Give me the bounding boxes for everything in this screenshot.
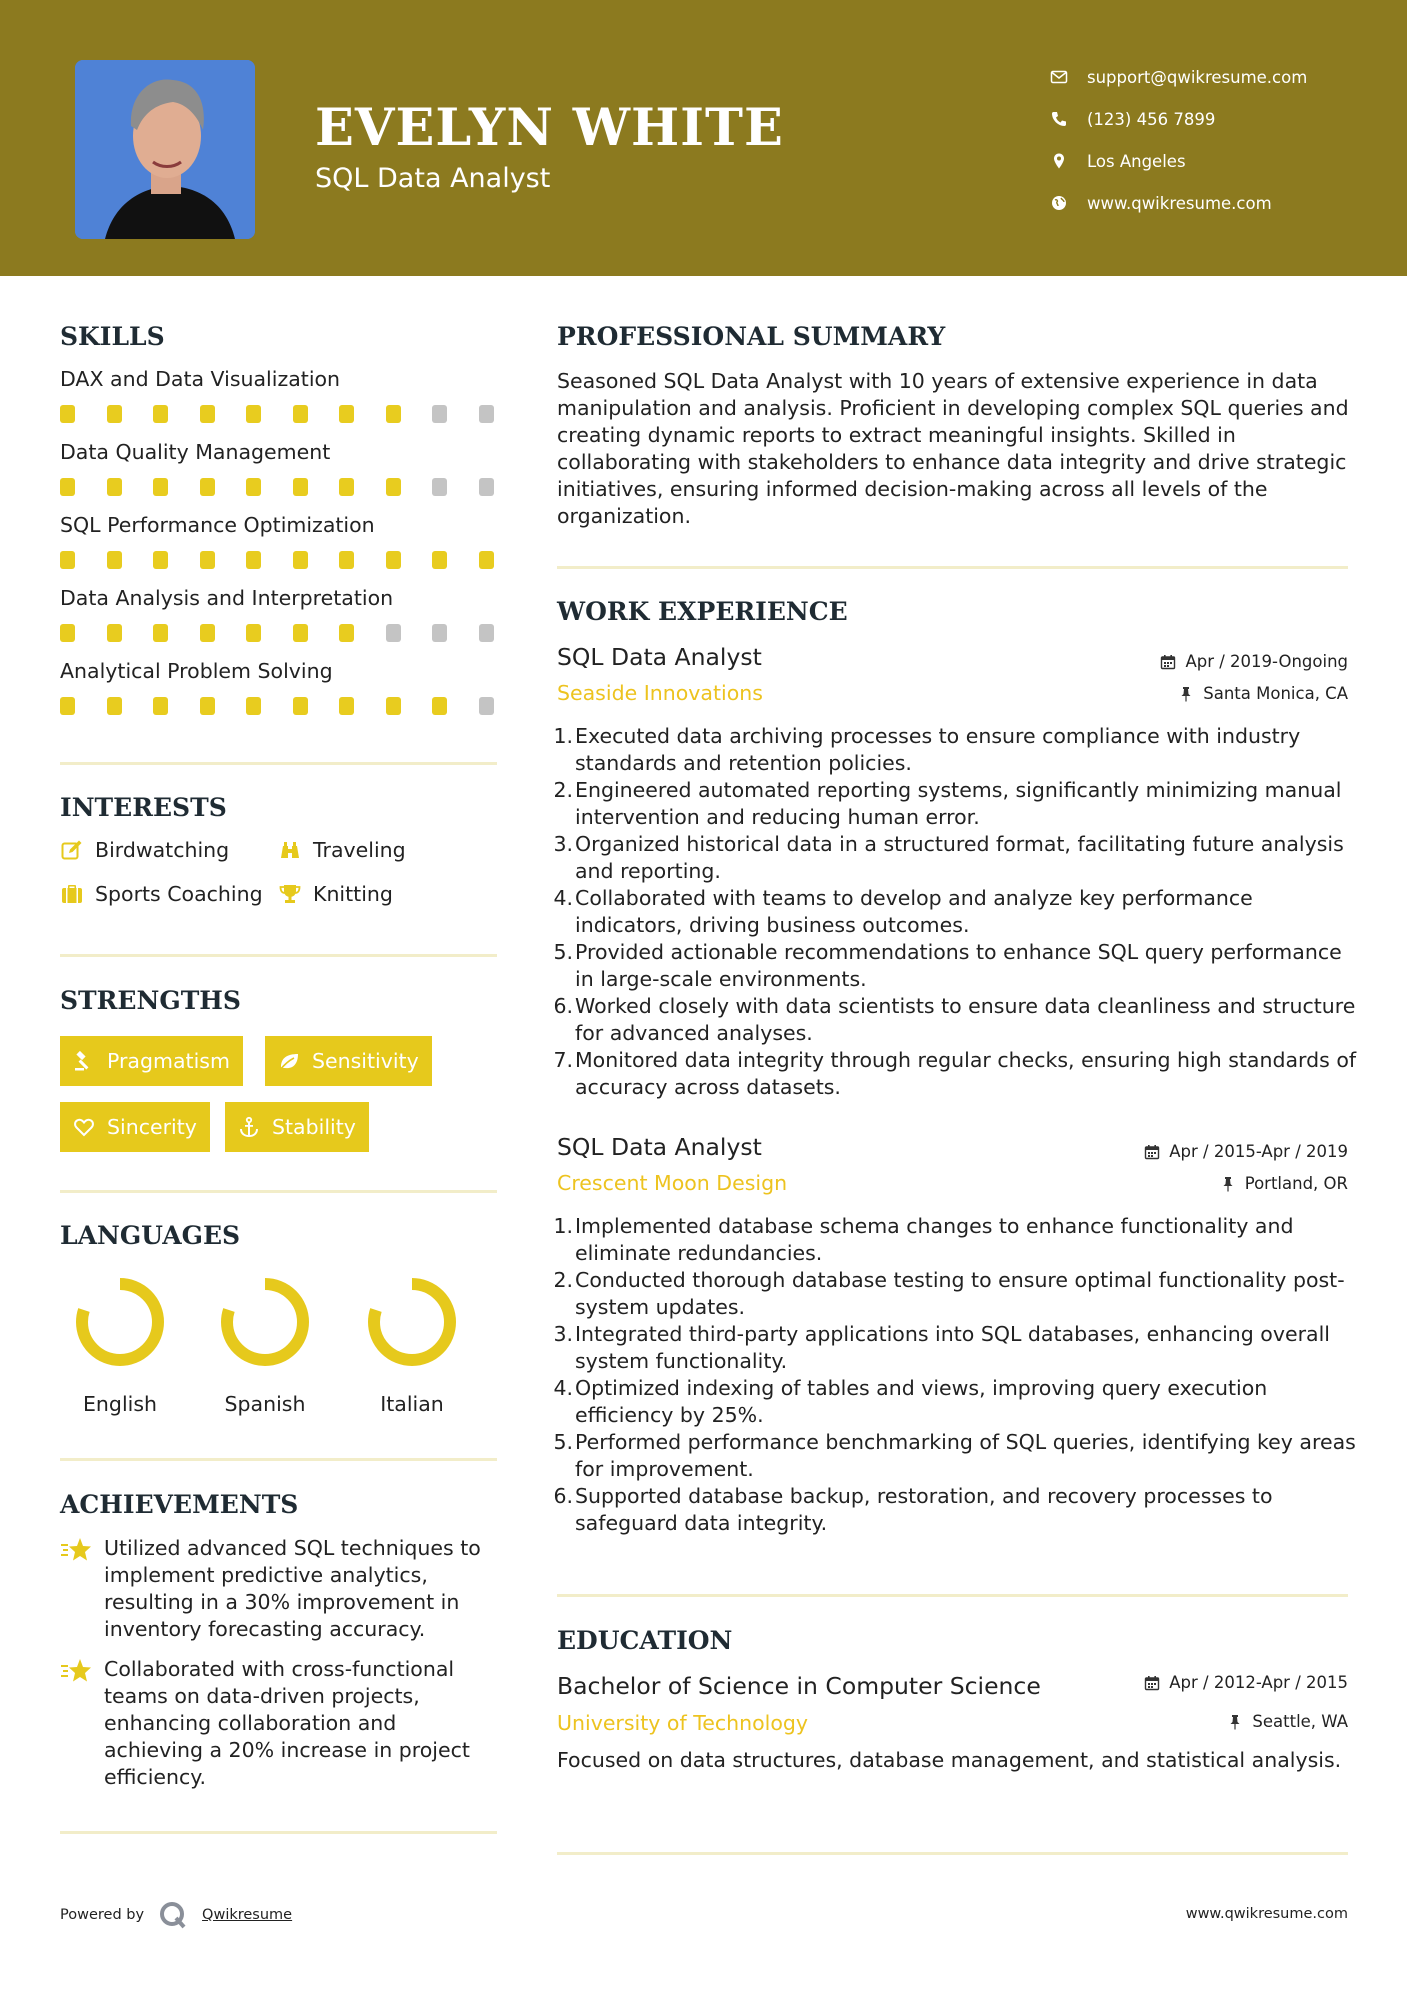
skill-dot-filled	[153, 697, 168, 715]
leaf-icon	[278, 1050, 300, 1072]
skill-dot-filled	[153, 551, 168, 569]
achievement-text: Utilized advanced SQL techniques to implement predictive analytics, resulting in a 30% improvement in inventory forecasting accuracy.	[104, 1536, 481, 1641]
education-location	[1227, 1712, 1348, 1731]
skill-dot-filled	[339, 405, 354, 423]
skill-dot-filled	[386, 405, 401, 423]
strength-label: Stability	[272, 1115, 356, 1139]
phone-icon	[1050, 110, 1068, 128]
skill-dot-empty	[479, 478, 494, 496]
skill-dot-filled	[386, 697, 401, 715]
skill-rating	[60, 478, 500, 496]
skill-rating	[60, 551, 500, 569]
globe-icon	[1050, 194, 1068, 212]
skill-dot-filled	[200, 624, 215, 642]
anchor-icon	[238, 1116, 260, 1138]
achievement-text: Collaborated with cross-functional teams on data-driven projects, enhancing collaboration and achieving a 20% increase in project efficiency.	[104, 1657, 470, 1789]
map-pin-icon	[1050, 152, 1068, 170]
skill-dot-filled	[60, 697, 75, 715]
language-proficiency-arc	[227, 1284, 303, 1360]
job-bullets	[553, 1213, 1357, 1537]
interest-item-birdwatching	[60, 838, 229, 862]
strength-tag-sensitivity	[265, 1036, 432, 1086]
skill-dot-empty	[479, 405, 494, 423]
strength-label: Sensitivity	[312, 1049, 419, 1073]
contact-phone[interactable]	[1050, 98, 1390, 140]
skill-dot-filled	[293, 551, 308, 569]
skill-dot-filled	[200, 405, 215, 423]
qwikresume-logo-icon	[158, 1900, 188, 1930]
job-bullet: 2. Engineered automated reporting systems, significantly minimizing manual intervention and reducing human error.	[553, 778, 1342, 829]
job-location-text: Portland, OR	[1244, 1174, 1348, 1193]
education-location-text: Seattle, WA	[1252, 1712, 1348, 1731]
skill-dot-filled	[293, 478, 308, 496]
skill-dot-filled	[107, 551, 122, 569]
skill-dot-filled	[107, 624, 122, 642]
job-location	[1178, 684, 1348, 703]
education-heading: EDUCATION	[557, 1626, 733, 1655]
strength-label: Pragmatism	[107, 1049, 230, 1073]
skill-dot-filled	[107, 405, 122, 423]
skill-dot-filled	[293, 405, 308, 423]
skill-dot-filled	[339, 624, 354, 642]
skill-dot-filled	[293, 697, 308, 715]
suitcase-icon	[60, 882, 84, 906]
interest-label: Knitting	[313, 882, 393, 906]
skill-dot-filled	[107, 697, 122, 715]
job-company: Seaside Innovations	[557, 681, 763, 705]
skill-label: SQL Performance Optimization	[60, 513, 375, 537]
profile-photo	[75, 60, 255, 239]
job-dates-text: Apr / 2015-Apr / 2019	[1169, 1142, 1348, 1161]
contact-location	[1050, 140, 1390, 182]
divider	[557, 1594, 1348, 1597]
strength-tag-stability	[225, 1102, 369, 1152]
skill-dot-empty	[432, 405, 447, 423]
skill-dot-filled	[339, 697, 354, 715]
powered-by-text: Powered by	[60, 1907, 145, 1923]
skill-dot-filled	[153, 405, 168, 423]
interest-item-traveling	[278, 838, 406, 862]
language-proficiency-arc	[374, 1284, 450, 1360]
skill-dot-filled	[432, 697, 447, 715]
skill-rating	[60, 405, 500, 423]
language-proficiency-ring	[68, 1270, 172, 1374]
skill-dot-filled	[200, 697, 215, 715]
skill-dot-filled	[386, 551, 401, 569]
skill-dot-filled	[200, 478, 215, 496]
language-item	[352, 1270, 472, 1416]
interest-label: Birdwatching	[95, 838, 230, 862]
skill-dot-filled	[386, 478, 401, 496]
language-item	[60, 1270, 180, 1416]
skill-dot-empty	[432, 478, 447, 496]
skill-dot-filled	[60, 478, 75, 496]
skill-rating	[60, 624, 500, 642]
job-dates-text: Apr / 2019-Ongoing	[1185, 652, 1348, 671]
portrait-image	[75, 60, 255, 239]
language-proficiency-ring	[360, 1270, 464, 1374]
footer-powered-by	[60, 1900, 292, 1930]
contact-email[interactable]	[1050, 56, 1390, 98]
calendar-icon	[1144, 1675, 1160, 1691]
skill-dot-filled	[153, 624, 168, 642]
skill-dot-filled	[339, 478, 354, 496]
divider	[60, 1190, 497, 1193]
job-bullet: 5. Provided actionable recommendations to enhance SQL query performance in large-scale environments.	[553, 940, 1342, 991]
job-title: SQL Data Analyst	[557, 643, 762, 671]
job-location	[1220, 1174, 1348, 1193]
languages-heading: LANGUAGES	[60, 1221, 241, 1250]
contact-website-text: www.qwikresume.com	[1087, 193, 1272, 213]
candidate-title: SQL Data Analyst	[315, 163, 551, 194]
job-bullet: 4. Optimized indexing of tables and views, improving query execution efficiency by 25%.	[553, 1376, 1268, 1427]
contact-list	[1050, 56, 1390, 224]
divider	[60, 762, 497, 765]
work-heading: WORK EXPERIENCE	[557, 597, 848, 626]
divider	[60, 1831, 497, 1834]
divider	[557, 566, 1348, 569]
job-bullet: 1. Executed data archiving processes to ensure compliance with industry standards and retention policies.	[553, 724, 1301, 775]
skill-dot-empty	[432, 624, 447, 642]
job-dates	[1160, 652, 1348, 671]
pencil-square-icon	[60, 838, 84, 862]
summary-text: Seasoned SQL Data Analyst with 10 years of extensive experience in data manipulation and analysis. Proficient in developing complex SQL queries and creating dynamic reports to extract meaningful insights. Skilled in collaborating with stakeholders to enhance data integrity and drive strategic initiatives, ensuring informed decision-making across all levels of the organization.	[557, 369, 1349, 528]
skill-dot-filled	[246, 551, 261, 569]
resume-header	[0, 0, 1407, 276]
job-company: Crescent Moon Design	[557, 1171, 788, 1195]
interest-label: Sports Coaching	[95, 882, 263, 906]
skill-dot-empty	[386, 624, 401, 642]
job-bullet: 2. Conducted thorough database testing to ensure optimal functionality post-system updates.	[553, 1268, 1345, 1319]
education-school: University of Technology	[557, 1711, 809, 1735]
heart-icon	[73, 1116, 95, 1138]
language-proficiency-arc	[82, 1284, 158, 1360]
interest-item-knitting	[278, 882, 393, 906]
job-bullet: 3. Integrated third-party applications into SQL databases, enhancing overall system functionality.	[553, 1322, 1330, 1373]
achievement-item	[60, 1656, 500, 1791]
strength-label: Sincerity	[107, 1115, 197, 1139]
contact-location-text: Los Angeles	[1087, 151, 1186, 171]
achievements-heading: ACHIEVEMENTS	[60, 1490, 299, 1519]
skill-dot-filled	[339, 551, 354, 569]
pushpin-icon	[1227, 1714, 1243, 1730]
language-proficiency-ring	[213, 1270, 317, 1374]
language-item	[205, 1270, 325, 1416]
education-dates-text: Apr / 2012-Apr / 2015	[1169, 1673, 1348, 1692]
skill-dot-filled	[60, 405, 75, 423]
job-bullets	[553, 723, 1357, 1101]
gavel-icon	[73, 1050, 95, 1072]
job-bullet: 4. Collaborated with teams to develop and analyze key performance indicators, driving business outcomes.	[553, 886, 1253, 937]
language-label: Italian	[380, 1392, 444, 1416]
divider	[557, 1852, 1348, 1855]
education-description: Focused on data structures, database management, and statistical analysis.	[557, 1748, 1342, 1772]
star-icon	[60, 1656, 94, 1686]
skill-dot-filled	[246, 697, 261, 715]
job-bullet: 1. Implemented database schema changes to enhance functionality and eliminate redundancies.	[553, 1214, 1294, 1265]
skill-rating	[60, 697, 500, 715]
job-dates	[1144, 1142, 1348, 1161]
binoculars-icon	[278, 838, 302, 862]
contact-phone-text: (123) 456 7899	[1087, 109, 1216, 129]
skill-dot-filled	[107, 478, 122, 496]
skills-heading: SKILLS	[60, 322, 165, 351]
envelope-icon	[1050, 68, 1068, 86]
job-title: SQL Data Analyst	[557, 1133, 762, 1161]
job-bullet: 6. Supported database backup, restoration, and recovery processes to safeguard data integrity.	[553, 1484, 1273, 1535]
candidate-name: EVELYN WHITE	[315, 98, 784, 158]
divider	[60, 1458, 497, 1461]
skill-dot-filled	[246, 478, 261, 496]
qwikresume-link[interactable]: Qwikresume	[202, 1907, 293, 1923]
pushpin-icon	[1178, 686, 1194, 702]
summary-heading: PROFESSIONAL SUMMARY	[557, 322, 946, 351]
language-label: Spanish	[224, 1392, 306, 1416]
strengths-heading: STRENGTHS	[60, 986, 241, 1015]
skill-label: Data Quality Management	[60, 440, 331, 464]
contact-email-text: support@qwikresume.com	[1087, 67, 1308, 87]
skill-label: DAX and Data Visualization	[60, 367, 341, 391]
skill-dot-filled	[246, 624, 261, 642]
calendar-icon	[1144, 1144, 1160, 1160]
skill-dot-filled	[60, 624, 75, 642]
divider	[60, 954, 497, 957]
education-dates	[1144, 1673, 1348, 1692]
pushpin-icon	[1220, 1176, 1236, 1192]
skill-dot-filled	[200, 551, 215, 569]
job-bullet: 5. Performed performance benchmarking of SQL queries, identifying key areas for improvement.	[553, 1430, 1356, 1481]
education-degree: Bachelor of Science in Computer Science	[557, 1672, 1041, 1700]
language-label: English	[82, 1392, 158, 1416]
calendar-icon	[1160, 654, 1176, 670]
skill-dot-empty	[479, 624, 494, 642]
job-bullet: 3. Organized historical data in a structured format, facilitating future analysis and reporting.	[553, 832, 1344, 883]
skill-dot-filled	[432, 551, 447, 569]
skill-dot-empty	[479, 697, 494, 715]
interest-item-sports-coaching	[60, 882, 263, 906]
skill-dot-filled	[293, 624, 308, 642]
skill-label: Data Analysis and Interpretation	[60, 586, 394, 610]
star-icon	[60, 1535, 94, 1565]
skill-dot-filled	[60, 551, 75, 569]
interests-heading: INTERESTS	[60, 793, 227, 822]
skill-label: Analytical Problem Solving	[60, 659, 333, 683]
job-location-text: Santa Monica, CA	[1203, 684, 1348, 703]
skill-dot-filled	[246, 405, 261, 423]
skill-dot-filled	[479, 551, 494, 569]
achievement-item	[60, 1535, 500, 1643]
footer-website[interactable]: www.qwikresume.com	[1185, 1906, 1348, 1922]
strength-tag-pragmatism	[60, 1036, 243, 1086]
interest-label: Traveling	[313, 838, 406, 862]
contact-website[interactable]	[1050, 182, 1390, 224]
skill-dot-filled	[153, 478, 168, 496]
trophy-icon	[278, 882, 302, 906]
strength-tag-sincerity	[60, 1102, 210, 1152]
job-bullet: 7. Monitored data integrity through regular checks, ensuring high standards of accuracy across datasets.	[553, 1048, 1357, 1099]
job-bullet: 6. Worked closely with data scientists to ensure data cleanliness and structure for advanced analyses.	[553, 994, 1356, 1045]
